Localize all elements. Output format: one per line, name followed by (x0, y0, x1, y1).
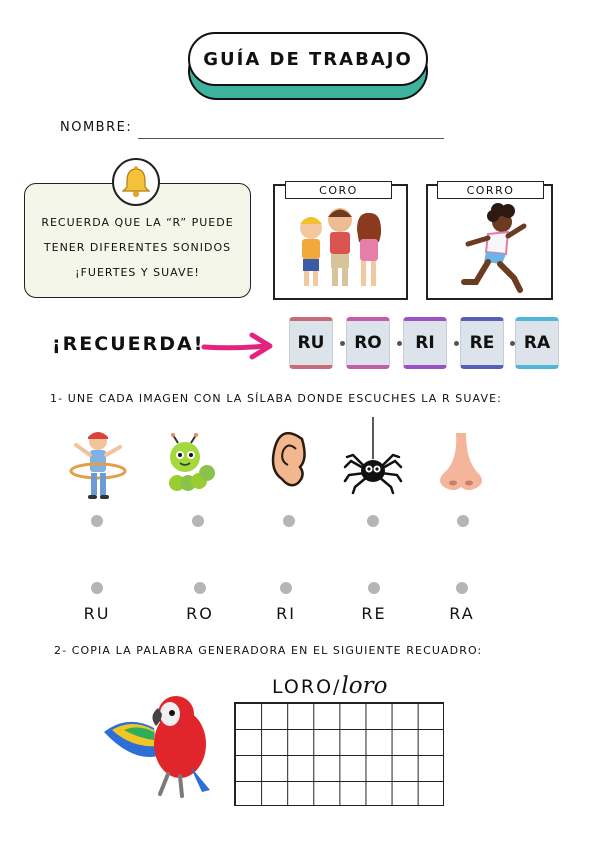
girl-hula-hoop-picture (66, 425, 128, 503)
syllable-ri: RI (276, 604, 296, 623)
separator-dot (454, 341, 459, 346)
match-dot-top[interactable] (457, 515, 469, 527)
parrot-picture (98, 686, 216, 800)
syllable-ra: RA (449, 604, 475, 623)
caterpillar-picture (163, 433, 229, 495)
reminder-line-3: ¡FUERTES Y SUAVE! (75, 266, 200, 279)
frame-coro (273, 184, 408, 300)
bell-icon (112, 158, 160, 206)
match-dot-top[interactable] (283, 515, 295, 527)
separator-dot (340, 341, 345, 346)
arrow-right-icon (200, 327, 278, 363)
match-dot-top[interactable] (367, 515, 379, 527)
match-dot-bottom[interactable] (91, 582, 103, 594)
match-dot-bottom[interactable] (456, 582, 468, 594)
page-title: GUÍA DE TRABAJO (188, 32, 428, 86)
reminder-line-1: RECUERDA QUE LA “R” PUEDE (41, 216, 234, 229)
spider-picture (341, 417, 405, 495)
instruction-1: 1- UNE CADA IMAGEN CON LA SÍLABA DONDE ESCUCHES LA R SUAVE: (50, 392, 502, 405)
nose-picture (434, 431, 488, 495)
name-field[interactable] (138, 138, 444, 139)
syllable-card-ra: RA (515, 317, 559, 369)
match-dot-bottom[interactable] (368, 582, 380, 594)
syllable-card-ro: RO (346, 317, 390, 369)
syllable-ro: RO (186, 604, 214, 623)
ear-picture (266, 429, 312, 493)
frame-corro (426, 184, 553, 300)
label-coro: CORO (285, 181, 392, 199)
reminder-text (24, 210, 251, 285)
syllable-re: RE (361, 604, 387, 623)
name-label: NOMBRE: (60, 120, 133, 135)
syllable-ru: RU (83, 604, 111, 623)
writing-grid[interactable] (234, 702, 444, 806)
match-dot-top[interactable] (192, 515, 204, 527)
children-choir-picture (275, 186, 406, 298)
reminder-line-2: TENER DIFERENTES SONIDOS (43, 241, 232, 254)
syllable-card-ru: RU (289, 317, 333, 369)
match-dot-top[interactable] (91, 515, 103, 527)
instruction-2: 2- COPIA LA PALABRA GENERADORA EN EL SIGUIENTE RECUADRO: (54, 644, 483, 657)
match-dot-bottom[interactable] (280, 582, 292, 594)
separator-dot (397, 341, 402, 346)
syllable-card-re: RE (460, 317, 504, 369)
word-print: LORO/ (272, 676, 342, 698)
label-corro: CORRO (437, 181, 544, 199)
syllable-card-ri: RI (403, 317, 447, 369)
word-cursive: loro (341, 673, 388, 699)
recuerda-heading: ¡RECUERDA! (52, 333, 205, 355)
generating-word (272, 673, 387, 699)
girl-running-picture (428, 186, 551, 298)
match-dot-bottom[interactable] (194, 582, 206, 594)
